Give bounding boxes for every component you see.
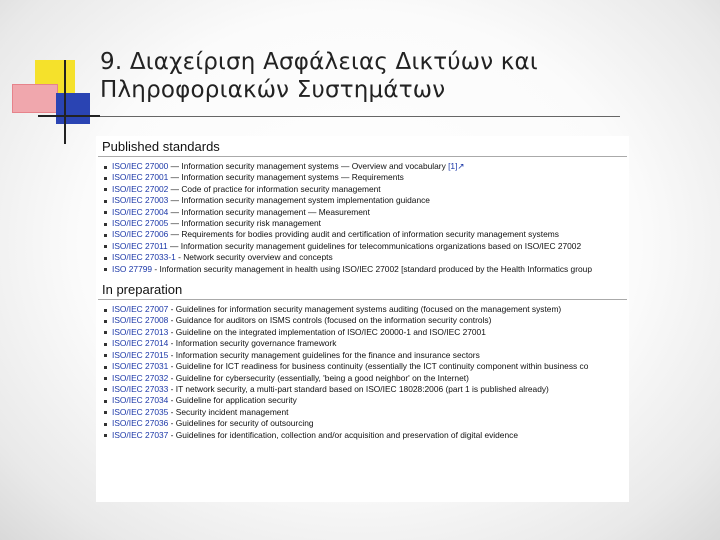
standard-description: - Guidelines for security of outsourcing <box>168 418 314 429</box>
standard-link[interactable]: ISO 27799 <box>112 263 153 274</box>
list-item <box>103 407 629 418</box>
list-item <box>103 207 629 218</box>
standard-link[interactable]: ISO/IEC 27031 <box>112 361 169 372</box>
standard-link[interactable]: ISO/IEC 27036 <box>112 418 169 429</box>
list-item <box>103 184 629 195</box>
list-item <box>103 161 629 172</box>
list-item <box>103 373 629 384</box>
list-item <box>103 430 629 441</box>
standard-link[interactable]: ISO/IEC 27032 <box>112 372 169 383</box>
standard-description: — Information security management systems — Requirements <box>168 172 404 183</box>
standard-description: - Guidelines for information security management systems auditing (focused on the management system) <box>168 304 562 315</box>
standard-description: - Guideline on the integrated implementation of ISO/IEC 20000-1 and ISO/IEC 27001 <box>168 326 486 337</box>
standard-link[interactable]: ISO/IEC 27001 <box>112 172 169 183</box>
in-preparation-list <box>96 304 629 441</box>
standard-link[interactable]: ISO/IEC 27033-1 <box>112 252 176 263</box>
published-standards-list <box>96 161 629 275</box>
standard-link[interactable]: ISO/IEC 27000 <box>112 161 169 171</box>
standard-link[interactable]: ISO/IEC 27006 <box>112 229 169 240</box>
list-item <box>103 252 629 263</box>
published-standards-heading: Published standards <box>98 136 627 157</box>
decor-pink-rectangle <box>12 84 58 113</box>
standard-link[interactable]: ISO/IEC 27003 <box>112 195 169 206</box>
standard-description: — Information security management — Measurement <box>168 206 370 217</box>
slide-title <box>100 48 700 104</box>
standards-screenshot <box>96 136 629 502</box>
list-item <box>103 218 629 229</box>
standard-link[interactable]: ISO/IEC 27004 <box>112 206 169 217</box>
decor-horizontal-line <box>38 115 100 117</box>
standard-description: - Guideline for ICT readiness for business continuity (essentially the ICT continuity component within business co <box>168 361 589 372</box>
slide-title-line-1: 9. Διαχείριση Ασφάλειας Δικτύων και <box>100 49 538 75</box>
standard-description: - Information security management guidelines for the finance and insurance sectors <box>168 349 480 360</box>
standard-link[interactable]: ISO/IEC 27011 <box>112 240 168 251</box>
standard-link[interactable]: ISO/IEC 27002 <box>112 183 169 194</box>
decor-vertical-line <box>64 60 66 144</box>
standard-description: - Security incident management <box>168 406 289 417</box>
standard-link[interactable]: ISO/IEC 27033 <box>112 383 169 394</box>
standard-description: — Information security management systems — Overview and vocabulary <box>168 161 449 171</box>
standard-description: - Guidelines for identification, collection and/or acquisition and preservation of digital evidence <box>168 429 518 440</box>
standard-link[interactable]: ISO/IEC 27037 <box>112 429 169 440</box>
standard-description: - Guidance for auditors on ISMS controls (focused on the information security controls) <box>168 315 492 326</box>
reference-link[interactable]: [1] <box>448 161 458 171</box>
standard-link[interactable]: ISO/IEC 27014 <box>112 338 169 349</box>
standard-description: - Network security overview and concepts <box>175 252 333 263</box>
standard-description: - IT network security, a multi-part standard based on ISO/IEC 18028:2006 (part 1 is published already) <box>168 383 549 394</box>
title-underline <box>100 116 620 117</box>
list-item <box>103 327 629 338</box>
standard-link[interactable]: ISO/IEC 27008 <box>112 315 169 326</box>
standard-description: - Information security governance framework <box>168 338 337 349</box>
list-item <box>103 315 629 326</box>
standard-description: - Guideline for application security <box>168 395 297 406</box>
in-preparation-heading: In preparation <box>98 279 627 300</box>
list-item <box>103 195 629 206</box>
slide-title-line-2: Πληροφοριακών Συστημάτων <box>100 77 446 103</box>
decor-blue-square <box>56 93 90 124</box>
list-item <box>103 338 629 349</box>
list-item <box>103 361 629 372</box>
standard-link[interactable]: ISO/IEC 27015 <box>112 349 169 360</box>
list-item <box>103 304 629 315</box>
standard-link[interactable]: ISO/IEC 27005 <box>112 218 169 229</box>
standard-link[interactable]: ISO/IEC 27013 <box>112 326 169 337</box>
standard-description: - Information security management in health using ISO/IEC 27002 [standard produced by the Health Informatics group <box>152 263 592 274</box>
standard-link[interactable]: ISO/IEC 27034 <box>112 395 169 406</box>
list-item <box>103 264 629 275</box>
list-item <box>103 395 629 406</box>
list-item <box>103 229 629 240</box>
standard-description: — Information security management guidelines for telecommunications organizations based on ISO/IEC 27002 <box>167 240 582 251</box>
list-item <box>103 384 629 395</box>
standard-description: — Requirements for bodies providing audit and certification of information security management systems <box>168 229 559 240</box>
list-item <box>103 241 629 252</box>
standard-description: — Information security management system implementation guidance <box>168 195 430 206</box>
standard-link[interactable]: ISO/IEC 27035 <box>112 406 169 417</box>
list-item <box>103 418 629 429</box>
list-item <box>103 172 629 183</box>
standard-description: — Information security risk management <box>168 218 322 229</box>
external-link-icon: ↗ <box>457 161 465 171</box>
list-item <box>103 350 629 361</box>
standard-description: - Guideline for cybersecurity (essentially, 'being a good neighbor' on the Internet) <box>168 372 469 383</box>
standard-description: — Code of practice for information security management <box>168 183 381 194</box>
standard-link[interactable]: ISO/IEC 27007 <box>112 304 169 315</box>
